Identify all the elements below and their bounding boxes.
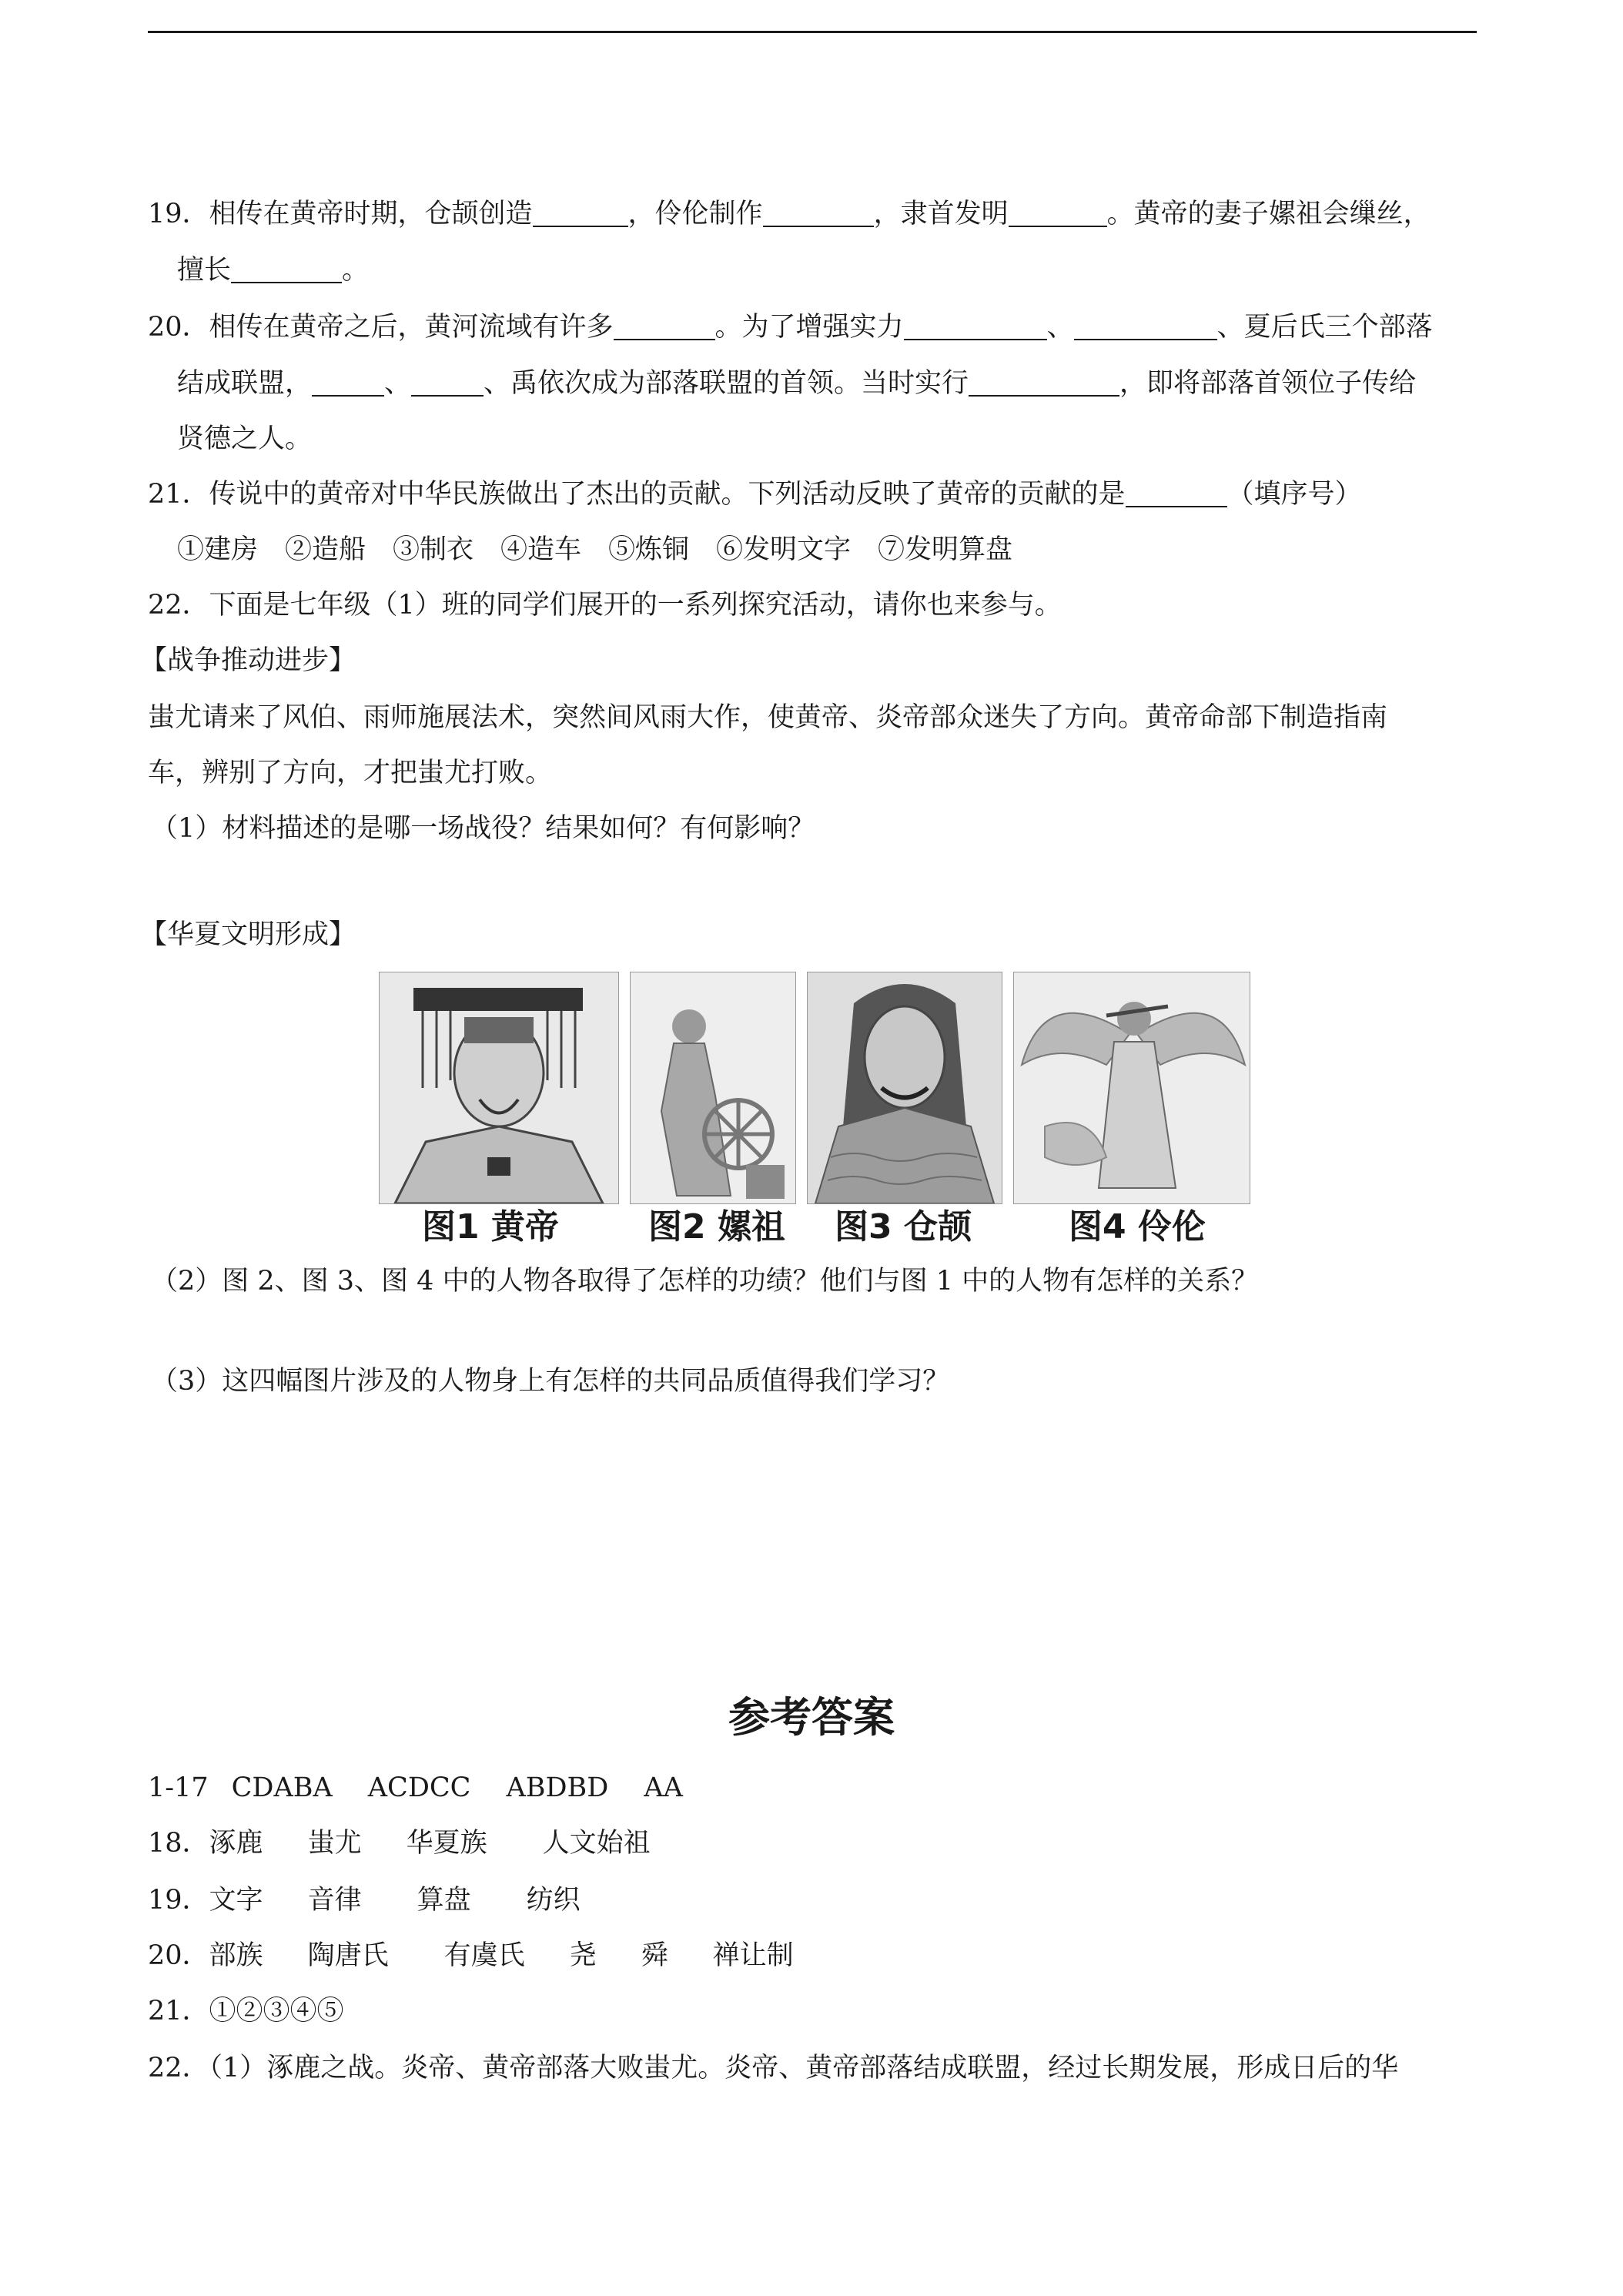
answer-item: 舜 bbox=[641, 1940, 668, 1971]
sub-question-3: （3）这四幅图片涉及的人物身上有怎样的共同品质值得我们学习？ bbox=[151, 1366, 950, 1397]
answer-item: 音律 bbox=[307, 1885, 362, 1916]
q20-text-h: ，即将部落首领位子传给 bbox=[1119, 368, 1417, 399]
answer-item: 文字 bbox=[209, 1885, 263, 1916]
question-20-line3 bbox=[177, 422, 312, 456]
section-heading-civilization: 【华夏文明形成】 bbox=[140, 919, 356, 950]
answer-item: 尧 bbox=[569, 1940, 597, 1971]
answer-group: AA bbox=[644, 1772, 683, 1803]
material-line1: 蚩尤请来了风伯、雨师施展法术，突然间风雨大作，使黄帝、炎帝部众迷失了方向。黄帝命部下制造指南 bbox=[148, 702, 1388, 733]
question-19-line2 bbox=[177, 253, 369, 287]
answer-blank bbox=[763, 199, 874, 227]
q19-text-d: 。黄帝的妻子嫘祖会缫丝， bbox=[1106, 199, 1431, 229]
question-20-line1 bbox=[148, 310, 1433, 344]
answer-item: 有虞氏 bbox=[443, 1940, 525, 1971]
q21-text-a: 21．传说中的黄帝对中华民族做出了杰出的贡献。下列活动反映了黄帝的贡献的是 bbox=[148, 479, 1126, 510]
question-21-line1 bbox=[148, 477, 1362, 511]
answer-blank bbox=[614, 313, 715, 340]
caption-fig4: 图4 伶伦 bbox=[1069, 1207, 1206, 1247]
answer-item: 陶唐氏 bbox=[307, 1940, 389, 1971]
answer-blank bbox=[533, 199, 628, 227]
figure-huangdi-image bbox=[379, 972, 619, 1204]
answer-group: ABDBD bbox=[506, 1772, 609, 1803]
answer-label: 20． bbox=[148, 1940, 209, 1971]
q20-text-a: 20．相传在黄帝之后，黄河流域有许多 bbox=[148, 312, 614, 343]
answer-blank bbox=[1074, 313, 1217, 340]
q20-text-e: 结成联盟， bbox=[177, 368, 313, 399]
answer-label: 19． bbox=[148, 1885, 209, 1916]
q20-text-g: 、禹依次成为部落联盟的首领。当时实行 bbox=[484, 368, 969, 399]
q19-text-e: 擅长 bbox=[177, 255, 232, 286]
answer-22: 22．（1）涿鹿之战。炎帝、黄帝部落大败蚩尤。炎帝、黄帝部落结成联盟，经过长期发展，形成日后的华 bbox=[148, 2053, 1399, 2083]
q20-text-f: 、 bbox=[384, 368, 412, 399]
answer-blank bbox=[1126, 480, 1227, 507]
question-21-options: ①建房 ②造船 ③制衣 ④造车 ⑤炼铜 ⑥发明文字 ⑦发明算盘 bbox=[177, 534, 1013, 565]
answer-item: 华夏族 bbox=[406, 1828, 487, 1859]
answer-19 bbox=[148, 1883, 581, 1917]
answer-item: 部族 bbox=[209, 1940, 263, 1971]
answer-item: 纺织 bbox=[526, 1885, 581, 1916]
q20-text-b: 。为了增强实力 bbox=[714, 312, 904, 343]
q21-text-b: （填序号） bbox=[1226, 479, 1362, 510]
question-19-line1 bbox=[148, 197, 1431, 231]
answer-item: 禅让制 bbox=[712, 1940, 794, 1971]
answer-blank bbox=[231, 256, 342, 283]
answer-blank bbox=[904, 313, 1047, 340]
answer-group: CDABA bbox=[231, 1772, 333, 1803]
figure-leizu-image bbox=[630, 972, 796, 1204]
question-22-intro: 22．下面是七年级（1）班的同学们展开的一系列探究活动，请你也来参与。 bbox=[148, 590, 1062, 621]
answer-item: 算盘 bbox=[417, 1885, 471, 1916]
answer-1-17 bbox=[148, 1771, 683, 1805]
caption-fig3: 图3 仓颉 bbox=[835, 1207, 972, 1247]
q20-text-c: 、 bbox=[1046, 312, 1074, 343]
header-rule bbox=[148, 31, 1477, 33]
sub-question-1: （1）材料描述的是哪一场战役？结果如何？有何影响？ bbox=[151, 813, 815, 844]
answer-item: 人文始祖 bbox=[542, 1828, 651, 1859]
q19-text-a: 19．相传在黄帝时期，仓颉创造 bbox=[148, 199, 533, 229]
q20-text-i: 贤德之人。 bbox=[177, 423, 313, 454]
answer-blank bbox=[1009, 199, 1107, 227]
caption-fig1: 图1 黄帝 bbox=[422, 1207, 559, 1247]
q19-text-b: ，伶伦制作 bbox=[627, 199, 763, 229]
answer-blank bbox=[411, 369, 484, 397]
caption-fig2: 图2 嫘祖 bbox=[648, 1207, 785, 1247]
section-heading-war: 【战争推动进步】 bbox=[140, 645, 356, 676]
question-20-line2 bbox=[177, 366, 1416, 400]
answer-blank bbox=[312, 369, 384, 397]
answer-18 bbox=[148, 1826, 651, 1860]
answers-title: 参考答案 bbox=[728, 1693, 895, 1742]
sub-question-2: （2）图 2、图 3、图 4 中的人物各取得了怎样的功绩？他们与图 1 中的人物有怎样的关系？ bbox=[151, 1266, 1259, 1297]
answer-group: ACDCC bbox=[367, 1772, 471, 1803]
q19-text-c: ，隶首发明 bbox=[873, 199, 1009, 229]
answer-21: 21．①②③④⑤ bbox=[148, 1996, 344, 2027]
q19-text-f: 。 bbox=[342, 255, 370, 286]
answer-blank bbox=[969, 369, 1119, 397]
answer-item: 涿鹿 bbox=[209, 1828, 263, 1859]
q20-text-d: 、夏后氏三个部落 bbox=[1216, 312, 1433, 343]
answer-label: 18． bbox=[148, 1828, 209, 1859]
answer-label: 1-17 bbox=[148, 1772, 209, 1803]
material-line2: 车，辨别了方向，才把蚩尤打败。 bbox=[148, 758, 553, 788]
answer-20 bbox=[148, 1939, 794, 1973]
figure-cangjie-image bbox=[807, 972, 1002, 1204]
figure-linglun-image bbox=[1013, 972, 1250, 1204]
answer-item: 蚩尤 bbox=[307, 1828, 362, 1859]
